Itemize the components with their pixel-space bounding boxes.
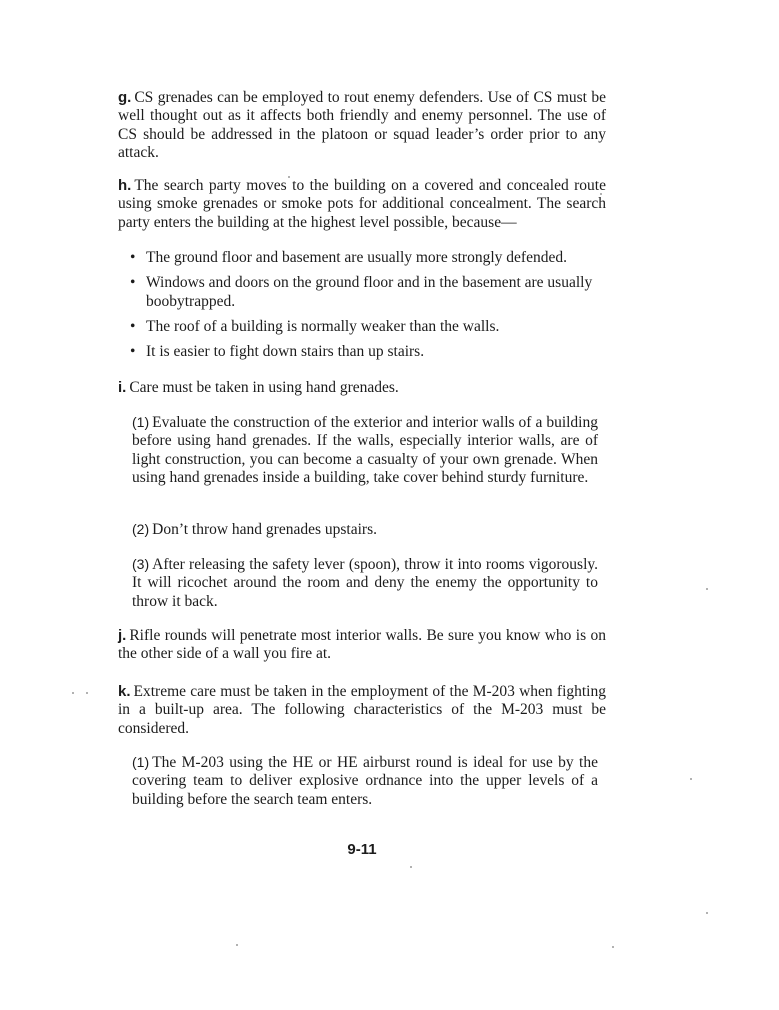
subparagraph-label: (3) xyxy=(132,556,150,572)
page-number: 9-11 xyxy=(347,841,377,858)
scan-speck xyxy=(706,912,708,914)
subparagraph-label: (1) xyxy=(132,414,150,430)
subparagraph-i-2 xyxy=(132,520,598,539)
list-item-text: The roof of a building is normally weaker than the walls. xyxy=(146,317,500,335)
scan-speck xyxy=(410,866,412,868)
bullet-list xyxy=(128,249,603,361)
paragraph-k xyxy=(118,683,606,738)
scan-speck xyxy=(236,944,238,946)
list-item-text: The ground floor and basement are usually more strongly defended. xyxy=(146,249,567,266)
paragraph-label: g. xyxy=(118,89,132,106)
bullet-icon: • xyxy=(130,274,136,292)
bullet-icon: • xyxy=(130,317,136,335)
subparagraph-text: The M-203 using the HE or HE airburst round is ideal for use by the covering team to deliver explosive ordnance into the upper levels of a building before the search team enters. xyxy=(132,754,598,808)
paragraph-text: CS grenades can be employed to rout enemy defenders. Use of CS must be well thought out as it affects both friendly and enemy personnel. The use of CS should be addressed in the platoon or squad leader’s order prior to any attack. xyxy=(118,89,606,161)
subparagraph-i-3 xyxy=(132,555,598,611)
scan-speck xyxy=(86,692,88,694)
paragraph-j xyxy=(118,627,606,664)
paragraph-label: j. xyxy=(118,627,127,644)
paragraph-h xyxy=(118,177,606,232)
list-item xyxy=(128,318,603,336)
paragraph-text: The search party moves to the building on a covered and concealed route using smoke grenades or smoke pots for additional concealment. The search party enters the building at the highest level possible, because— xyxy=(118,177,606,231)
scan-speck xyxy=(706,588,708,590)
list-item xyxy=(128,249,603,267)
subparagraph-i-1 xyxy=(132,413,598,487)
paragraph-text: Extreme care must be taken in the employment of the M-203 when fighting in a built-up area. The following characteristics of the M-203 must be considered. xyxy=(118,683,606,737)
subparagraph-text: Don’t throw hand grenades upstairs. xyxy=(152,521,377,538)
scan-speck xyxy=(72,692,74,694)
list-item xyxy=(128,343,603,361)
paragraph-text: Rifle rounds will penetrate most interior walls. Be sure you know who is on the other side of a wall you fire at. xyxy=(118,627,606,663)
list-item xyxy=(128,274,603,311)
subparagraph-text: After releasing the safety lever (spoon), throw it into rooms vigorously. It will ricochet around the room and deny the enemy the opportunity to throw it back. xyxy=(132,556,598,610)
paragraph-g xyxy=(118,89,606,162)
paragraph-i xyxy=(118,379,606,397)
subparagraph-text: Evaluate the construction of the exterior and interior walls of a building before using hand grenades. If the walls, especially interior walls, are of light construction, you can become a casualty of your own grenade. When using hand grenades inside a building, take cover behind sturdy furniture. xyxy=(132,414,598,486)
paragraph-label: i. xyxy=(118,379,127,396)
list-item-text: Windows and doors on the ground floor and in the basement are usually boobytrapped. xyxy=(146,274,593,310)
paragraph-label: k. xyxy=(118,683,131,700)
scan-speck xyxy=(612,946,614,948)
bullet-icon: • xyxy=(130,249,136,266)
list-item-text: It is easier to fight down stairs than up stairs. xyxy=(146,343,425,361)
bullet-icon: • xyxy=(130,343,136,361)
subparagraph-label: (2) xyxy=(132,521,150,537)
subparagraph-k-1 xyxy=(132,753,598,809)
scan-speck xyxy=(690,778,692,780)
paragraph-text: Care must be taken in using hand grenades. xyxy=(129,379,399,396)
paragraph-label: h. xyxy=(118,177,132,194)
subparagraph-label: (1) xyxy=(132,754,150,770)
